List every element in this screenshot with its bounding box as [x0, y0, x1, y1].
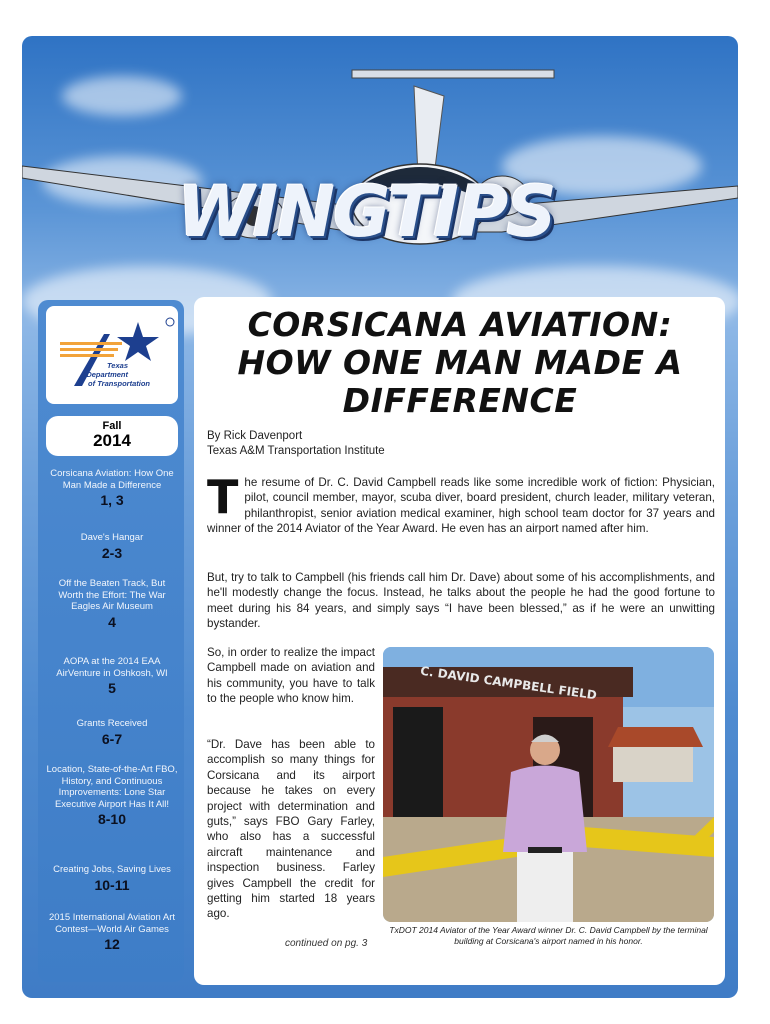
photo-caption: TxDOT 2014 Aviator of the Year Award winner Dr. C. David Campbell by the terminal building at Corsicana's airport named in his honor.	[389, 925, 708, 946]
article-paragraph-4: “Dr. Dave has been able to accomplish so many things for Corsicana and its airport because he takes on every project with determination and guts,” says FBO Gary Farley, who also has a successful aircraft maintenance and inspection business. Farley gives Campbell the credit for getting him started 18 years ago.	[207, 738, 375, 921]
toc-item[interactable]	[46, 718, 178, 748]
txdot-star-icon	[46, 306, 178, 404]
toc-item-title: Location, State-of-the-Art FBO, History, and Continuous Improvements: Lone Star Executive Airport Has It All!	[46, 764, 178, 810]
table-of-contents	[46, 462, 178, 982]
paragraph-text: he resume of Dr. C. David Campbell reads like some incredible work of fiction: Physician, pilot, council member, mayor, scuba diver, board president, church leader, military veteran, philanthropist, senior aviation medical examiner, high school team doctor for 37 years and winner of the 2014 Aviator of the Year Award. He even has an airport named after him.	[207, 476, 715, 536]
headline-line1: CORSICANA AVIATION:	[247, 305, 673, 344]
toc-item-pages: 4	[108, 613, 116, 630]
toc-item-pages: 12	[104, 936, 120, 952]
logo-text-line3: of Transportation	[88, 379, 150, 388]
article-byline	[207, 429, 385, 459]
toc-item-pages: 10-11	[94, 876, 130, 893]
issue-season: Fall	[102, 420, 122, 432]
toc-item-pages: 8-10	[97, 811, 127, 827]
toc-item[interactable]	[46, 656, 178, 697]
author: By Rick Davenport	[207, 430, 303, 442]
toc-item[interactable]	[46, 532, 178, 562]
logo-text-line2: Department	[86, 370, 128, 379]
toc-item-title: Off the Beaten Track, But Worth the Effort: The War Eagles Air Museum	[58, 578, 166, 612]
logo-text-line1: Texas	[107, 361, 128, 370]
continued-note[interactable]: continued on pg. 3	[285, 938, 368, 949]
headline-line2: HOW ONE MAN MADE A	[237, 343, 683, 382]
masthead-title: WINGTIPS	[177, 171, 555, 253]
toc-item-title: 2015 International Aviation Art Contest—World Air Games	[48, 912, 176, 935]
issue-date-box	[46, 416, 178, 456]
toc-item-pages: 6-7	[101, 730, 123, 747]
toc-item-title: AOPA at the 2014 EAA AirVenture in Oshkosh, WI	[56, 656, 168, 679]
article-headline	[200, 306, 720, 420]
toc-item-title: Corsicana Aviation: How One Man Made a Difference	[50, 468, 174, 491]
article-photo	[383, 647, 714, 922]
toc-item[interactable]	[46, 912, 178, 953]
txdot-logo	[46, 306, 178, 404]
photo-sign-text: C. DAVID CAMPBELL FIELD	[419, 663, 598, 703]
issue-year: 2014	[93, 431, 131, 450]
headline-line3: DIFFERENCE	[342, 381, 578, 420]
toc-item-pages: 1, 3	[100, 492, 124, 508]
toc-item[interactable]	[46, 468, 178, 509]
article-paragraph-3: So, in order to realize the impact Campbell made on aviation and his community, you have to talk to the people who know him.	[207, 646, 375, 706]
toc-item-title: Creating Jobs, Saving Lives	[53, 864, 171, 875]
article-paragraph-1	[207, 470, 715, 537]
drop-cap: T	[207, 470, 239, 524]
article-paragraph-2: But, try to talk to Campbell (his friends call him Dr. Dave) about some of his accomplishments, and he'll modestly change the focus. Instead, he talks about the people he had the good fortune to meet during his 84 years, and simply says “I have been blessed,” as if he were an unwitting bystander.	[207, 571, 715, 631]
toc-item-title: Dave's Hangar	[80, 532, 144, 543]
author-affiliation: Texas A&M Transportation Institute	[207, 445, 385, 457]
toc-item-pages: 5	[108, 680, 116, 696]
toc-item-pages: 2-3	[101, 544, 123, 561]
toc-item[interactable]	[46, 578, 178, 631]
toc-item[interactable]	[46, 764, 178, 828]
toc-item[interactable]	[46, 864, 178, 894]
toc-item-title: Grants Received	[76, 718, 148, 729]
